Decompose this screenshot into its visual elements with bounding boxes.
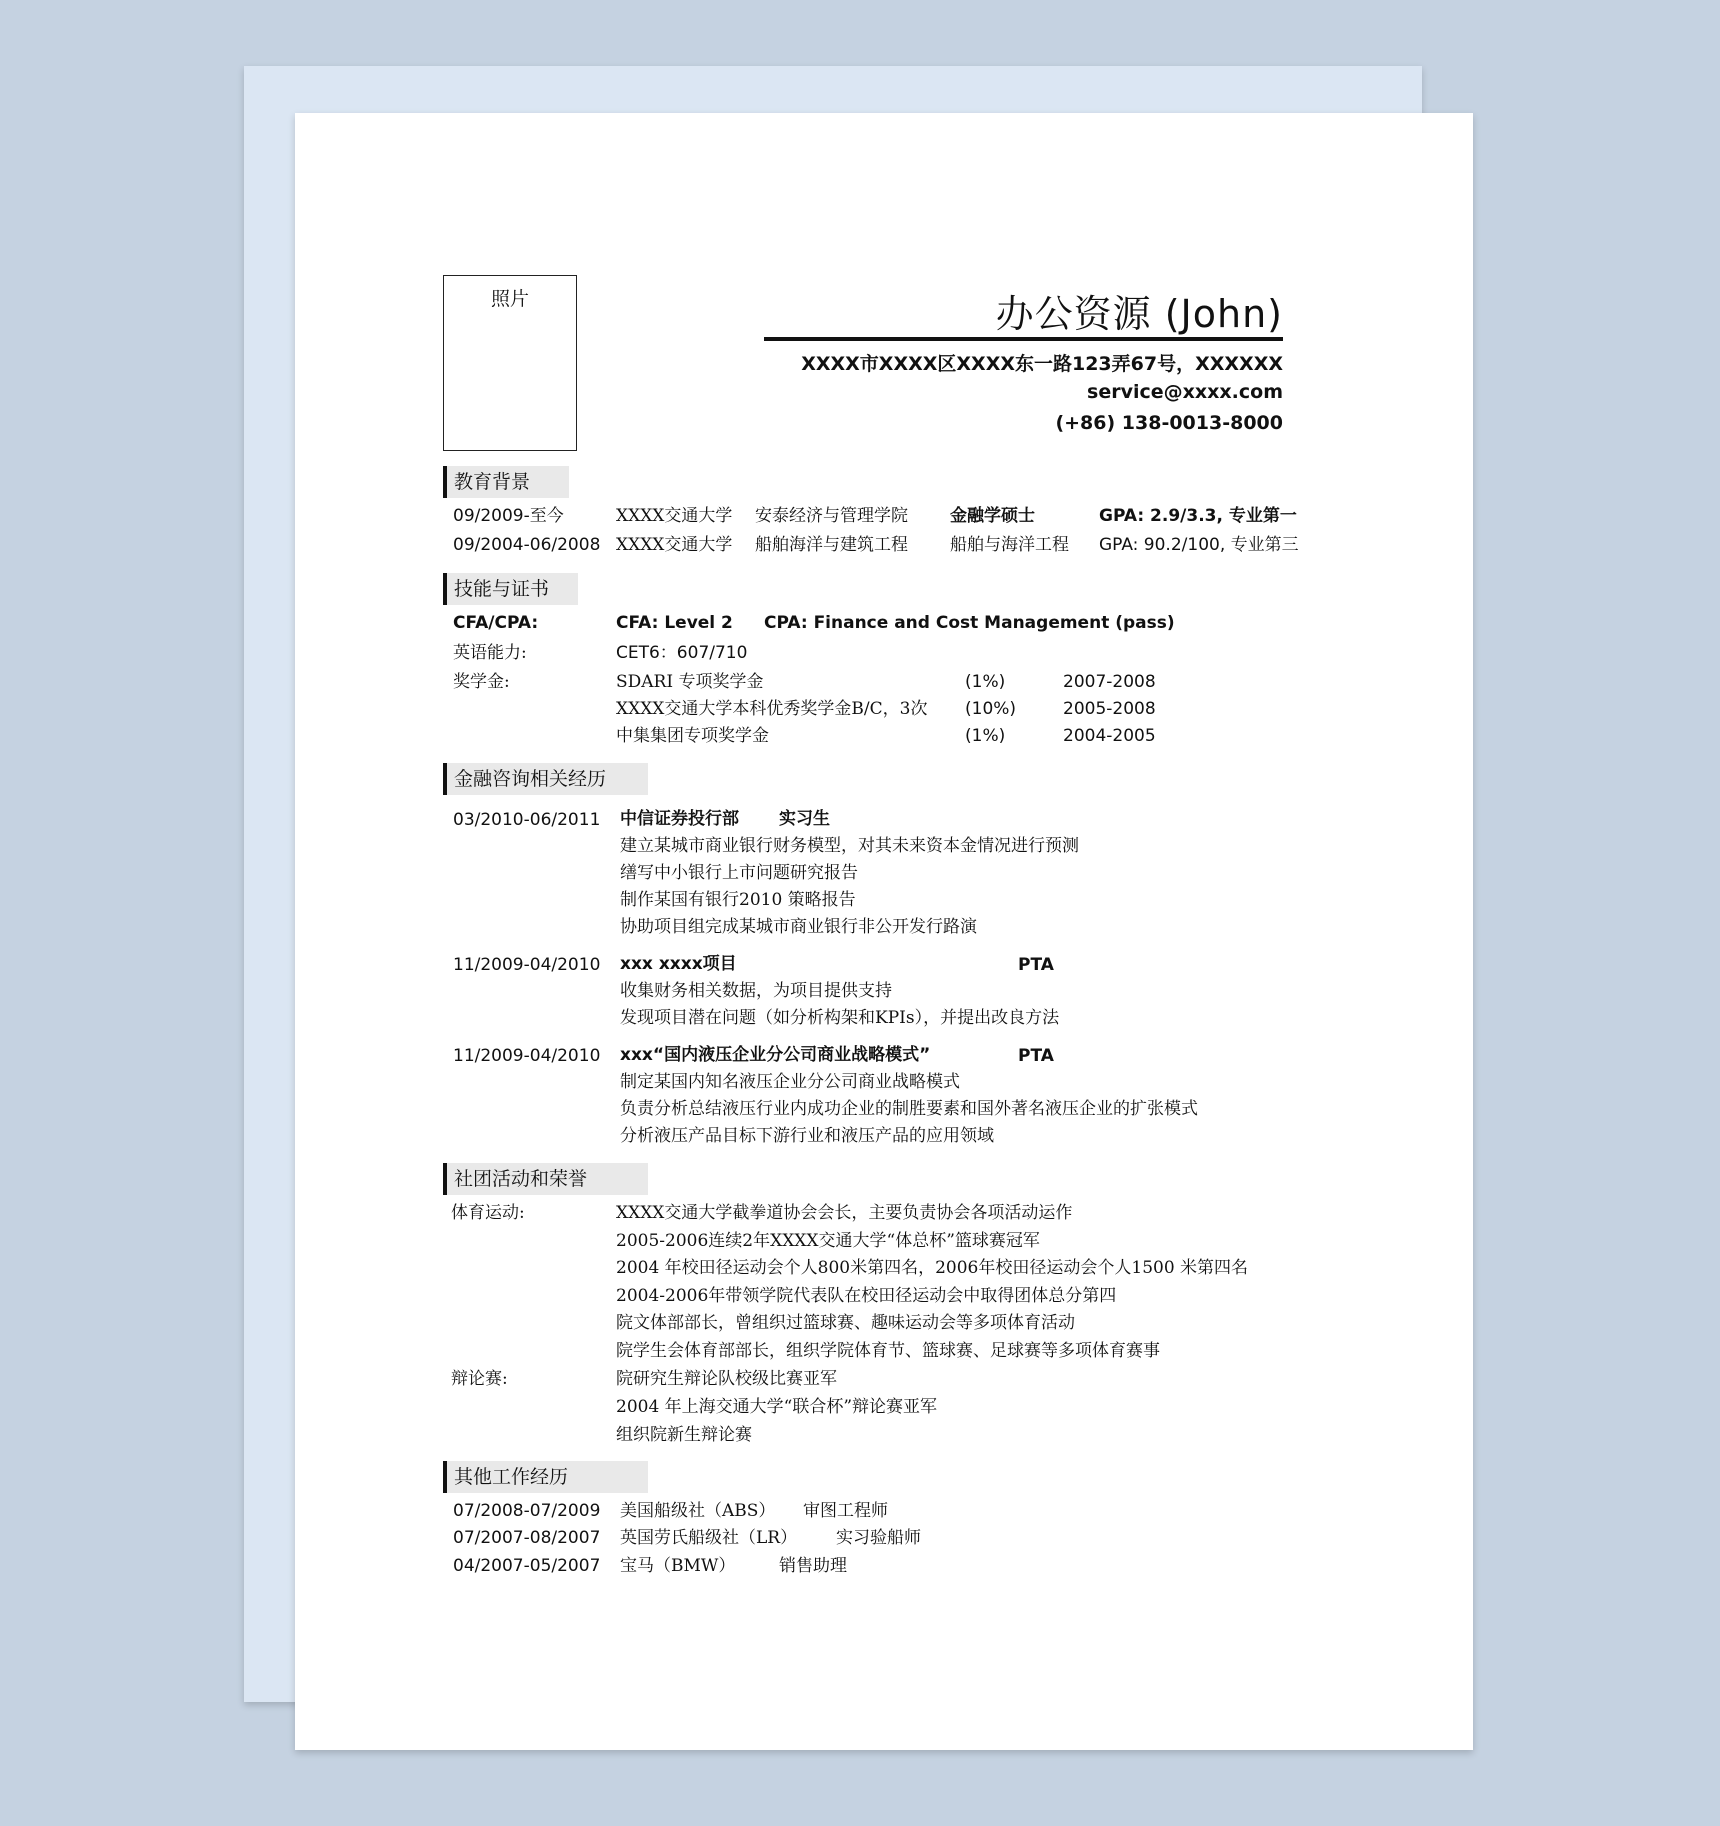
- cfa-value: CFA: Level 2: [616, 613, 733, 633]
- activity-line: 院文体部部长，曾组织过篮球赛、趣味运动会等多项体育活动: [616, 1313, 1075, 1333]
- finance-org: xxx“国内液压企业分公司商业战略模式”: [620, 1045, 931, 1065]
- scholarship-pct: (1%): [965, 726, 1006, 746]
- finance-detail: 收集财务相关数据，为项目提供支持: [620, 981, 892, 1001]
- other-role: 实习验船师: [836, 1528, 921, 1548]
- scholarship-pct: (1%): [965, 672, 1006, 692]
- finance-detail: 缮写中小银行上市问题研究报告: [620, 863, 858, 883]
- scholarship-years: 2007-2008: [1063, 672, 1156, 692]
- section-skills-title: 技能与证书: [443, 573, 578, 605]
- photo-placeholder: [443, 275, 577, 451]
- activity-line: 2004 年校田径运动会个人800米第四名，2006年校田径运动会个人1500 米第四名: [616, 1258, 1249, 1278]
- english-label: 英语能力:: [453, 643, 527, 663]
- edu-gpa: GPA: 90.2/100, 专业第三: [1099, 535, 1299, 555]
- section-finance-title: 金融咨询相关经历: [443, 763, 648, 795]
- other-role: 销售助理: [779, 1556, 847, 1576]
- finance-detail: 制作某国有银行2010 策略报告: [620, 890, 856, 910]
- cfa-cpa-label: CFA/CPA:: [453, 613, 539, 633]
- activity-line: 组织院新生辩论赛: [616, 1425, 752, 1445]
- other-org: 美国船级社（ABS）: [620, 1501, 776, 1521]
- debate-label: 辩论赛:: [451, 1369, 508, 1389]
- email: service@xxxx.com: [1087, 381, 1283, 403]
- cpa-value: CPA: Finance and Cost Management (pass): [764, 613, 1175, 633]
- edu-school: XXXX交通大学: [616, 535, 733, 555]
- english-value: CET6：607/710: [616, 643, 748, 663]
- other-role: 审图工程师: [803, 1501, 888, 1521]
- activity-line: 院学生会体育部部长，组织学院体育节、篮球赛、足球赛等多项体育赛事: [616, 1341, 1160, 1361]
- finance-detail: 制定某国内知名液压企业分公司商业战略模式: [620, 1072, 960, 1092]
- scholarship-years: 2004-2005: [1063, 726, 1156, 746]
- finance-org: 中信证券投行部: [620, 809, 739, 829]
- finance-detail: 协助项目组完成某城市商业银行非公开发行路演: [620, 917, 977, 937]
- name-divider: [764, 337, 1283, 341]
- other-period: 07/2008-07/2009: [453, 1501, 601, 1521]
- activity-line: 院研究生辩论队校级比赛亚军: [616, 1369, 837, 1389]
- finance-period: 03/2010-06/2011: [453, 810, 601, 830]
- finance-detail: 负责分析总结液压行业内成功企业的制胜要素和国外著名液压企业的扩张模式: [620, 1099, 1198, 1119]
- edu-college: 安泰经济与管理学院: [755, 506, 908, 526]
- edu-college: 船舶海洋与建筑工程: [755, 535, 908, 555]
- edu-period: 09/2004-06/2008: [453, 535, 601, 555]
- other-org: 宝马（BMW）: [620, 1556, 736, 1576]
- section-activities-title: 社团活动和荣誉: [443, 1163, 648, 1195]
- finance-period: 11/2009-04/2010: [453, 955, 601, 975]
- activity-line: 2004-2006年带领学院代表队在校田径运动会中取得团体总分第四: [616, 1286, 1117, 1306]
- scholarship-name: XXXX交通大学本科优秀奖学金B/C，3次: [616, 699, 928, 719]
- activity-line: 2004 年上海交通大学“联合杯”辩论赛亚军: [616, 1397, 938, 1417]
- finance-org: xxx xxxx项目: [620, 954, 737, 974]
- edu-school: XXXX交通大学: [616, 506, 733, 526]
- scholarship-name: 中集集团专项奖学金: [616, 726, 769, 746]
- finance-detail: 建立某城市商业银行财务模型，对其未来资本金情况进行预测: [620, 836, 1079, 856]
- address: XXXX市XXXX区XXXX东一路123弄67号，XXXXXX: [801, 353, 1283, 375]
- other-period: 04/2007-05/2007: [453, 1556, 601, 1576]
- finance-role: PTA: [1018, 955, 1054, 975]
- finance-period: 11/2009-04/2010: [453, 1046, 601, 1066]
- finance-detail: 发现项目潜在问题（如分析构架和KPIs），并提出改良方法: [620, 1008, 1060, 1028]
- other-period: 07/2007-08/2007: [453, 1528, 601, 1548]
- finance-role: PTA: [1018, 1046, 1054, 1066]
- resume-content: [295, 113, 1473, 1750]
- finance-detail: 分析液压产品目标下游行业和液压产品的应用领域: [620, 1126, 994, 1146]
- photo-label: 照片: [490, 288, 529, 310]
- edu-gpa: GPA: 2.9/3.3, 专业第一: [1099, 506, 1297, 526]
- resume-page: [295, 113, 1473, 1750]
- edu-period: 09/2009-至今: [453, 506, 564, 526]
- applicant-name: 办公资源 (John): [995, 292, 1283, 336]
- edu-degree: 船舶与海洋工程: [950, 535, 1069, 555]
- sports-label: 体育运动:: [451, 1203, 525, 1223]
- scholarship-pct: (10%): [965, 699, 1017, 719]
- section-other-title: 其他工作经历: [443, 1461, 648, 1493]
- scholarship-name: SDARI 专项奖学金: [616, 672, 764, 692]
- finance-role: 实习生: [779, 809, 830, 829]
- activity-line: 2005-2006连续2年XXXX交通大学“体总杯”篮球赛冠军: [616, 1231, 1040, 1251]
- section-education-title: 教育背景: [443, 466, 569, 498]
- other-org: 英国劳氏船级社（LR）: [620, 1528, 798, 1548]
- edu-degree: 金融学硕士: [950, 506, 1035, 526]
- scholarship-years: 2005-2008: [1063, 699, 1156, 719]
- activity-line: XXXX交通大学截拳道协会会长，主要负责协会各项活动运作: [616, 1203, 1073, 1223]
- phone: (+86) 138-0013-8000: [1055, 412, 1283, 434]
- scholarship-label: 奖学金:: [453, 672, 510, 692]
